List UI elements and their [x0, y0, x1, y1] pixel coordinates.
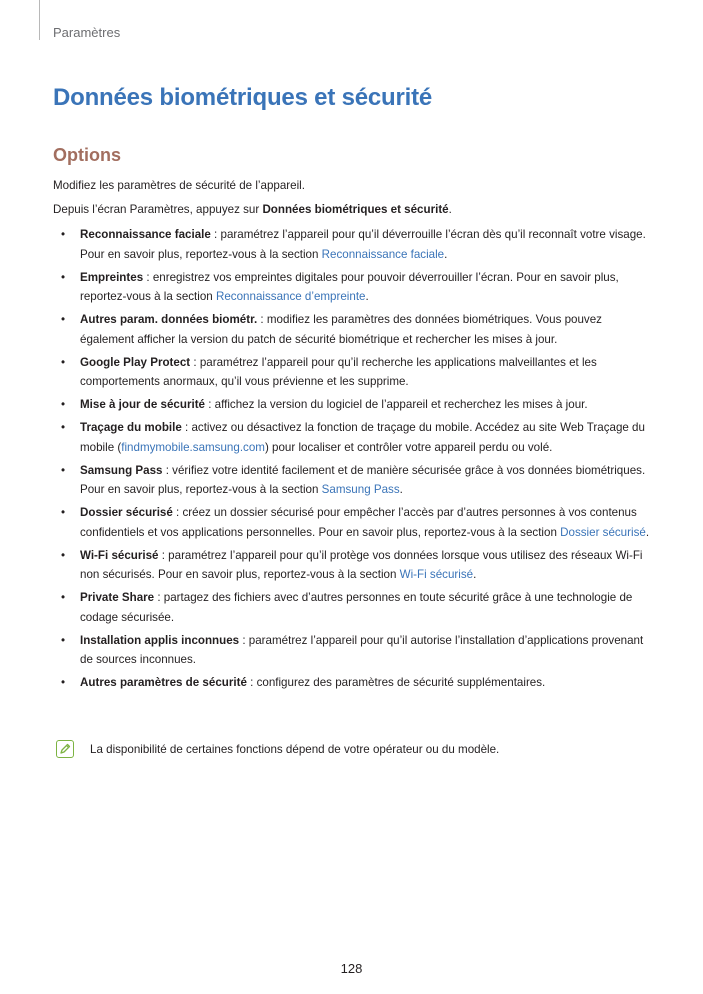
item-link[interactable]: findmymobile.samsung.com: [121, 440, 265, 454]
bullet-dot: •: [61, 633, 66, 647]
bullet-dot: •: [61, 591, 66, 604]
item-term: Dossier sécurisé: [80, 506, 173, 519]
bullet-dot: •: [61, 676, 66, 689]
list-item: [53, 353, 653, 392]
item-after: .: [399, 483, 403, 496]
bullet-dot: •: [61, 228, 66, 241]
item-after: .: [645, 525, 650, 539]
item-text: : modifiez les paramètres des données biométriques. Vous pouvez également afficher la version du patch de sécurité biométrique et rechercher les mises à jour.: [80, 313, 602, 346]
section-title: Options: [53, 145, 121, 165]
item-term: Reconnaissance faciale: [80, 228, 211, 241]
item-text: : partagez des fichiers avec d’autres personnes en toute sécurité grâce à une technologie de codage sécurisée.: [80, 591, 633, 624]
list-item: [53, 503, 653, 542]
item-text: : activez ou désactivez la fonction de traçage du mobile. Accédez au site Web Traçage du mobile (: [80, 421, 645, 454]
item-term: Private Share: [80, 591, 155, 604]
page-title: Données biométriques et sécurité: [53, 84, 433, 111]
options-list: [53, 225, 653, 696]
bullet-dot: •: [61, 398, 66, 411]
list-item: [53, 418, 653, 457]
bullet-dot: •: [61, 506, 66, 519]
item-term: Google Play Protect: [80, 355, 191, 369]
item-term: Autres paramètres de sécurité: [80, 676, 247, 689]
item-link[interactable]: Reconnaissance faciale: [321, 247, 445, 261]
item-text: : enregistrez vos empreintes digitales pour pouvoir déverrouiller l’écran. Pour en savoir plus, reportez-vous à la section: [80, 270, 619, 303]
intro-bold-path: Données biométriques et sécurité: [262, 203, 449, 216]
list-item: [53, 546, 653, 585]
item-text: : paramétrez l’appareil pour qu’il protège vos données lorsque vous utilisez des réseaux Wi-Fi non sécurisés. Pour en savoir plus, reportez-vous à la section: [80, 548, 643, 581]
item-text: : créez un dossier sécurisé pour empêcher l’accès par d’autres personnes à vos contenus confidentiels et vos applications personnelles. Pour en savoir plus, reportez-vous à la section: [80, 506, 637, 539]
item-link[interactable]: Wi-Fi sécurisé: [399, 568, 474, 581]
intro-suffix: .: [448, 203, 452, 216]
item-term: Mise à jour de sécurité: [80, 398, 206, 411]
item-text: : paramétrez l’appareil pour qu’il autorise l’installation d’applications provenant de sources inconnues.: [80, 633, 644, 666]
item-text: : configurez des paramètres de sécurité supplémentaires.: [246, 676, 546, 689]
item-term: Installation applis inconnues: [80, 633, 240, 647]
intro-line-1: Modifiez les paramètres de sécurité de l’appareil.: [53, 179, 305, 192]
list-item: [53, 673, 653, 693]
list-item: [53, 588, 653, 627]
item-after: ) pour localiser et contrôler votre appareil perdu ou volé.: [264, 440, 553, 454]
item-link[interactable]: Reconnaissance d’empreinte: [215, 290, 366, 303]
list-item: [53, 461, 653, 500]
item-after: .: [473, 568, 477, 581]
intro-prefix: Depuis l’écran Paramètres, appuyez sur: [53, 203, 263, 216]
page-number: 128: [340, 961, 363, 976]
item-term: Traçage du mobile: [80, 421, 182, 434]
item-after: .: [365, 290, 369, 303]
item-term: Wi-Fi sécurisé: [80, 548, 159, 562]
bullet-dot: •: [61, 421, 66, 434]
note-pencil-icon: [56, 740, 74, 758]
list-item: [53, 225, 653, 264]
bullet-dot: •: [61, 270, 66, 284]
item-text: : paramétrez l’appareil pour qu’il recherche les applications malveillantes et les comportements anormaux, qu’il vous prévienne et les supprime.: [80, 355, 597, 388]
item-term: Samsung Pass: [80, 463, 163, 477]
item-link[interactable]: Samsung Pass: [321, 483, 400, 496]
item-link[interactable]: Dossier sécurisé: [560, 525, 646, 539]
list-item: [53, 631, 653, 670]
intro-line-2: [53, 200, 452, 220]
item-text: : vérifiez votre identité facilement et de manière sécurisée grâce à vos données biométriques. Pour en savoir plus, reportez-vous à la section: [80, 463, 646, 496]
bullet-dot: •: [61, 463, 66, 477]
list-item: [53, 310, 653, 349]
item-text: : affichez la version du logiciel de l’appareil et recherchez les mises à jour.: [205, 398, 588, 411]
running-head: Paramètres: [53, 25, 121, 40]
item-term: Empreintes: [80, 270, 144, 284]
note-text: La disponibilité de certaines fonctions dépend de votre opérateur ou du modèle.: [90, 743, 500, 756]
bullet-dot: •: [61, 548, 66, 562]
item-text: : paramétrez l’appareil pour qu’il déverrouille l’écran dès qu’il reconnaît votre visage. Pour en savoir plus, reportez-vous à la section: [80, 228, 646, 261]
corner-rule: [39, 0, 40, 40]
bullet-dot: •: [61, 355, 66, 369]
list-item: [53, 268, 653, 307]
item-after: .: [444, 247, 448, 261]
item-term: Autres param. données biométr.: [80, 313, 258, 326]
bullet-dot: •: [61, 313, 66, 326]
list-item: [53, 395, 653, 415]
